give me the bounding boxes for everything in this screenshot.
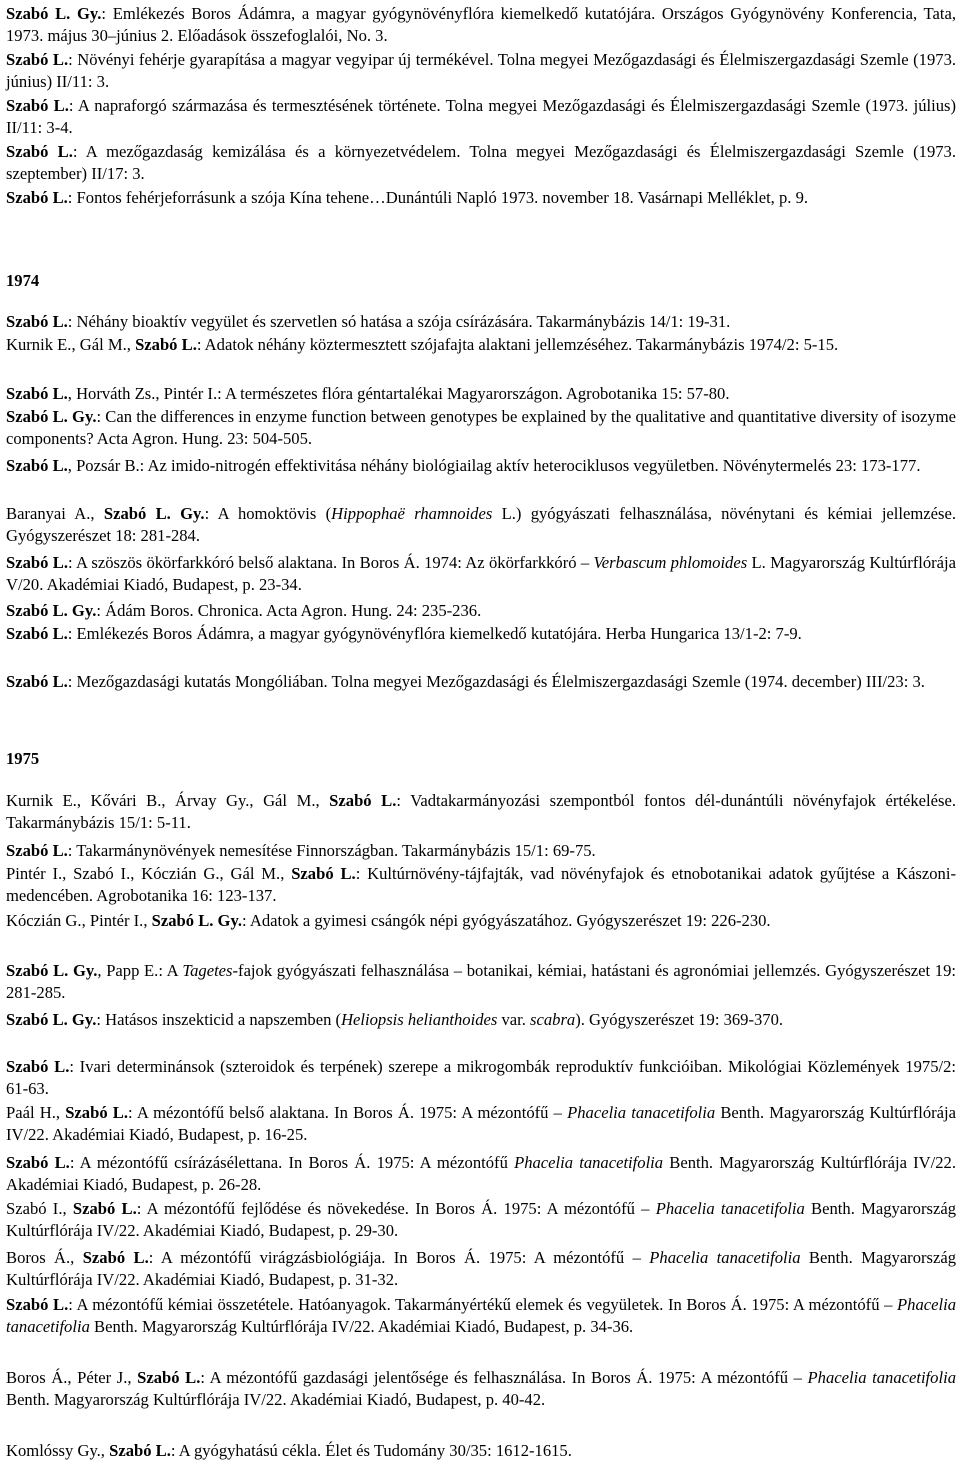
- bibliography-entry: [6, 1247, 956, 1291]
- bibliography-entry: [6, 552, 956, 596]
- bibliography-entry: [6, 334, 956, 356]
- entry-text: : Adatok néhány köztermesztett szójafajta alaktani jellemzéséhez. Takarmánybázis 1974/2: 5-15.: [196, 335, 839, 354]
- author-name: Szabó L.: [6, 384, 68, 403]
- entry-text: Szabó I.,: [6, 1199, 73, 1218]
- author-name: Szabó L.: [329, 791, 397, 810]
- author-name: Szabó L.: [135, 335, 197, 354]
- taxon-name: Phacelia tanacetifolia: [514, 1153, 664, 1172]
- entry-text: -fajok gyógyászati felhasználása – botanikai, kémiai, hatástani és agronómiai jellemzés. Gyógyszerészet 19: 281-285.: [6, 961, 956, 1002]
- bibliography-entry: [6, 1294, 956, 1338]
- entry-text: : A mézontófű virágzásbiológiája. In Boros Á. 1975: A mézontófű –: [148, 1248, 650, 1267]
- bibliography-entry: [6, 141, 956, 185]
- entry-text: var.: [497, 1010, 531, 1029]
- entry-text: Boros Á.,: [6, 1248, 83, 1267]
- entry-text: : Mezőgazdasági kutatás Mongóliában. Tolna megyei Mezőgazdasági és Élelmiszergazdasági Szemle (1974. december) III/23: 3.: [67, 672, 925, 691]
- entry-text: : A szöszös ökörfarkkóró belső alaktana. In Boros Á. 1974: Az ökörfarkkóró –: [67, 553, 594, 572]
- taxon-name: Phacelia tanacetifolia: [655, 1199, 805, 1218]
- taxon-name: Phacelia tanacetifolia: [807, 1368, 956, 1387]
- entry-text: Benth. Magyarország Kultúrflórája IV/22. Akadémiai Kiadó, Budapest, p. 40-42.: [6, 1390, 546, 1409]
- author-name: Szabó L. Gy.: [6, 961, 98, 980]
- entry-text: Paál H.,: [6, 1103, 66, 1122]
- entry-text: : Emlékezés Boros Ádámra, a magyar gyógynövényflóra kiemelkedő kutatójára. Országos Gyógynövény Konferencia, Tata, 1973. május 30–június 2. Előadások összefoglalói, No. 3.: [6, 4, 956, 45]
- entry-text: : A mezőgazdaság kemizálása és a környezetvédelem. Tolna megyei Mezőgazdasági és Élelmiszergazdasági Szemle (1973. szeptember) II/17: 3.: [6, 142, 956, 183]
- entry-text: : Ivari determinánsok (szteroidok és terpének) szerepe a mikrogombák reproduktív funkcióiban. Mikológiai Közlemények 1975/2: 61-63.: [6, 1057, 957, 1098]
- bibliography-entry: [6, 1440, 956, 1462]
- taxon-name: scabra: [530, 1010, 576, 1029]
- entry-text: Kóczián G., Pintér I.,: [6, 911, 152, 930]
- author-name: Szabó L. Gy.: [6, 1010, 97, 1029]
- entry-text: L.) gyógyászati felhasználása, növénytani és kémiai jellemzése. Gyógyszerészet 18: 281-284.: [6, 504, 956, 545]
- bibliography-entry: [6, 95, 956, 139]
- entry-text: Benth. Magyarország Kultúrflórája IV/22. Akadémiai Kiadó, Budapest, p. 34-36.: [89, 1317, 634, 1336]
- entry-text: Pintér I., Szabó I., Kóczián G., Gál M.,: [6, 864, 292, 883]
- author-name: Szabó L. Gy.: [6, 4, 102, 23]
- entry-text: , Papp E.: A: [97, 961, 183, 980]
- bibliography-entry: [6, 960, 956, 1004]
- entry-text: : Vadtakarmányozási szempontból fontos dél-dunántúli növényfajok értékelése. Takarmánybázis 15/1: 5-11.: [6, 791, 956, 832]
- author-name: Szabó L.: [6, 50, 69, 69]
- entry-text: : A mézontófű fejlődése és növekedése. In Boros Á. 1975: A mézontófű –: [136, 1199, 656, 1218]
- entry-text: , Pozsár B.: Az imido-nitrogén effektivitása néhány biológiailag aktív heterociklusos vegyületben. Növénytermelés 23: 173-177.: [67, 456, 921, 475]
- entry-text: ). Gyógyszerészet 19: 369-370.: [575, 1010, 784, 1029]
- entry-text: Benth. Magyarország Kultúrflórája IV/22. Akadémiai Kiadó, Budapest, p. 16-25.: [6, 1103, 956, 1144]
- author-name: Szabó L.: [6, 142, 73, 161]
- author-name: Szabó L.: [6, 1057, 70, 1076]
- entry-text: : Néhány bioaktív vegyület és szervetlen só hatása a szója csírázására. Takarmánybázis 14/1: 19-31.: [67, 312, 731, 331]
- bibliography-entry: [6, 840, 956, 862]
- bibliography-entry: [6, 863, 956, 907]
- author-name: Szabó L.: [6, 841, 68, 860]
- bibliography-entry: [6, 1367, 956, 1411]
- entry-text: : A mézontófű belső alaktana. In Boros Á. 1975: A mézontófű –: [128, 1103, 568, 1122]
- bibliography-entry: [6, 1198, 956, 1242]
- entry-text: : Kultúrnövény-tájfajták, vad növényfajok és etnobotanikai adatok gyűjtése a Kászoni-medencében. Agrobotanika 16: 123-137.: [6, 864, 956, 905]
- author-name: Szabó L.: [6, 1295, 69, 1314]
- taxon-name: Tagetes: [182, 961, 233, 980]
- author-name: Szabó L.: [6, 96, 69, 115]
- author-name: Szabó L.: [109, 1441, 171, 1460]
- bibliography-entry: [6, 3, 956, 47]
- entry-text: : Ádám Boros. Chronica. Acta Agron. Hung. 24: 235-236.: [96, 601, 482, 620]
- entry-text: Kurnik E., Gál M.,: [6, 335, 136, 354]
- entry-text: Benth. Magyarország Kultúrflórája IV/22. Akadémiai Kiadó, Budapest, p. 29-30.: [6, 1199, 956, 1240]
- bibliography-entry: [6, 1009, 956, 1031]
- bibliography-entry: [6, 187, 956, 209]
- author-name: Szabó L. Gy.: [6, 407, 97, 426]
- author-name: Szabó L.: [291, 864, 356, 883]
- bibliography-entry: [6, 600, 956, 622]
- author-name: Szabó L.: [6, 553, 68, 572]
- entry-text: : A homoktövis (: [204, 504, 332, 523]
- entry-text: , Horváth Zs., Pintér I.: A természetes flóra géntartalékai Magyarországon. Agrobotanika 15: 57-80.: [67, 384, 730, 403]
- bibliography-entry: [6, 383, 956, 405]
- author-name: Szabó L.: [6, 1153, 70, 1172]
- author-name: Szabó L.: [6, 312, 68, 331]
- entry-text: L. Magyarország Kultúrflórája V/20. Akadémiai Kiadó, Budapest, p. 23-34.: [6, 553, 957, 594]
- entry-text: Komlóssy Gy.,: [6, 1441, 110, 1460]
- bibliography-entry: [6, 406, 956, 450]
- entry-text: : Can the differences in enzyme function between genotypes be explained by the qualitative and quantitative diversity of isozyme components? Acta Agron. Hung. 23: 504-505.: [6, 407, 956, 448]
- author-name: Szabó L. Gy.: [103, 504, 205, 523]
- entry-text: Baranyai A.,: [6, 504, 104, 523]
- entry-text: : A napraforgó származása és termesztésének története. Tolna megyei Mezőgazdasági és Élelmiszergazdasági Szemle (1973. július) II/11: 3-4.: [6, 96, 957, 137]
- bibliography-entry: [6, 790, 956, 834]
- bibliography-entry: [6, 1056, 956, 1100]
- entry-text: Boros Á., Péter J.,: [6, 1368, 138, 1387]
- entry-text: : A mézontófű kémiai összetétele. Hatóanyagok. Takarmányértékű elemek és vegyületek. In Boros Á. 1975: A mézontófű –: [68, 1295, 898, 1314]
- author-name: Szabó L.: [82, 1248, 149, 1267]
- entry-text: : Fontos fehérjeforrásunk a szója Kína tehene…Dunántúli Napló 1973. november 18. Vasárnapi Melléklet, p. 9.: [67, 188, 809, 207]
- entry-text: : Emlékezés Boros Ádámra, a magyar gyógynövényflóra kiemelkedő kutatójára. Herba Hungarica 13/1-2: 7-9.: [67, 624, 802, 643]
- entry-text: : A mézontófű csírázásélettana. In Boros Á. 1975: A mézontófű: [69, 1153, 515, 1172]
- entry-text: : Takarmánynövények nemesítése Finnországban. Takarmánybázis 15/1: 69-75.: [67, 841, 596, 860]
- bibliography-entry: [6, 503, 956, 547]
- year-heading-1974: 1974: [6, 271, 40, 290]
- bibliography-entry: [6, 910, 956, 932]
- bibliography-entry: [6, 311, 956, 333]
- entry-text: Kurnik E., Kővári B., Árvay Gy., Gál M.,: [6, 791, 330, 810]
- entry-text: Benth. Magyarország Kultúrflórája IV/22. Akadémiai Kiadó, Budapest, p. 31-32.: [6, 1248, 957, 1289]
- taxon-name: Hippophaë rhamnoides: [331, 504, 493, 523]
- author-name: Szabó L.: [6, 456, 68, 475]
- bibliography-entry: [6, 49, 956, 93]
- author-name: Szabó L.: [137, 1368, 201, 1387]
- bibliography-entry: [6, 1152, 956, 1196]
- taxon-name: Verbascum phlomoides: [593, 553, 748, 572]
- bibliography-entry: [6, 455, 956, 477]
- taxon-name: Phacelia tanacetifolia: [567, 1103, 716, 1122]
- author-name: Szabó L.: [72, 1199, 137, 1218]
- taxon-name: Heliopsis helianthoides: [341, 1010, 498, 1029]
- taxon-name: Phacelia tanacetifolia: [6, 1295, 956, 1336]
- author-name: Szabó L.: [65, 1103, 129, 1122]
- taxon-name: Phacelia tanacetifolia: [649, 1248, 801, 1267]
- entry-text: Benth. Magyarország Kultúrflórája IV/22. Akadémiai Kiadó, Budapest, p. 26-28.: [6, 1153, 956, 1194]
- entry-text: : Adatok a gyimesi csángók népi gyógyászatához. Gyógyszerészet 19: 226-230.: [242, 911, 771, 930]
- author-name: Szabó L. Gy.: [6, 601, 97, 620]
- author-name: Szabó L.: [6, 624, 68, 643]
- author-name: Szabó L.: [6, 672, 68, 691]
- author-name: Szabó L.: [6, 188, 68, 207]
- year-heading-1975: 1975: [6, 749, 40, 768]
- bibliography-entry: [6, 1102, 956, 1146]
- author-name: Szabó L. Gy.: [151, 911, 242, 930]
- entry-text: : A gyógyhatású cékla. Élet és Tudomány 30/35: 1612-1615.: [170, 1441, 572, 1460]
- bibliography-entry: [6, 671, 956, 693]
- entry-text: : A mézontófű gazdasági jelentősége és felhasználása. In Boros Á. 1975: A mézontófű –: [200, 1368, 808, 1387]
- entry-text: : Hatásos inszekticid a napszemben (: [96, 1010, 342, 1029]
- bibliography-entry: [6, 623, 956, 645]
- entry-text: : Növényi fehérje gyarapítása a magyar vegyipar új termékével. Tolna megyei Mezőgazdasági és Élelmiszergazdasági Szemle (1973. június) II/11: 3.: [6, 50, 957, 91]
